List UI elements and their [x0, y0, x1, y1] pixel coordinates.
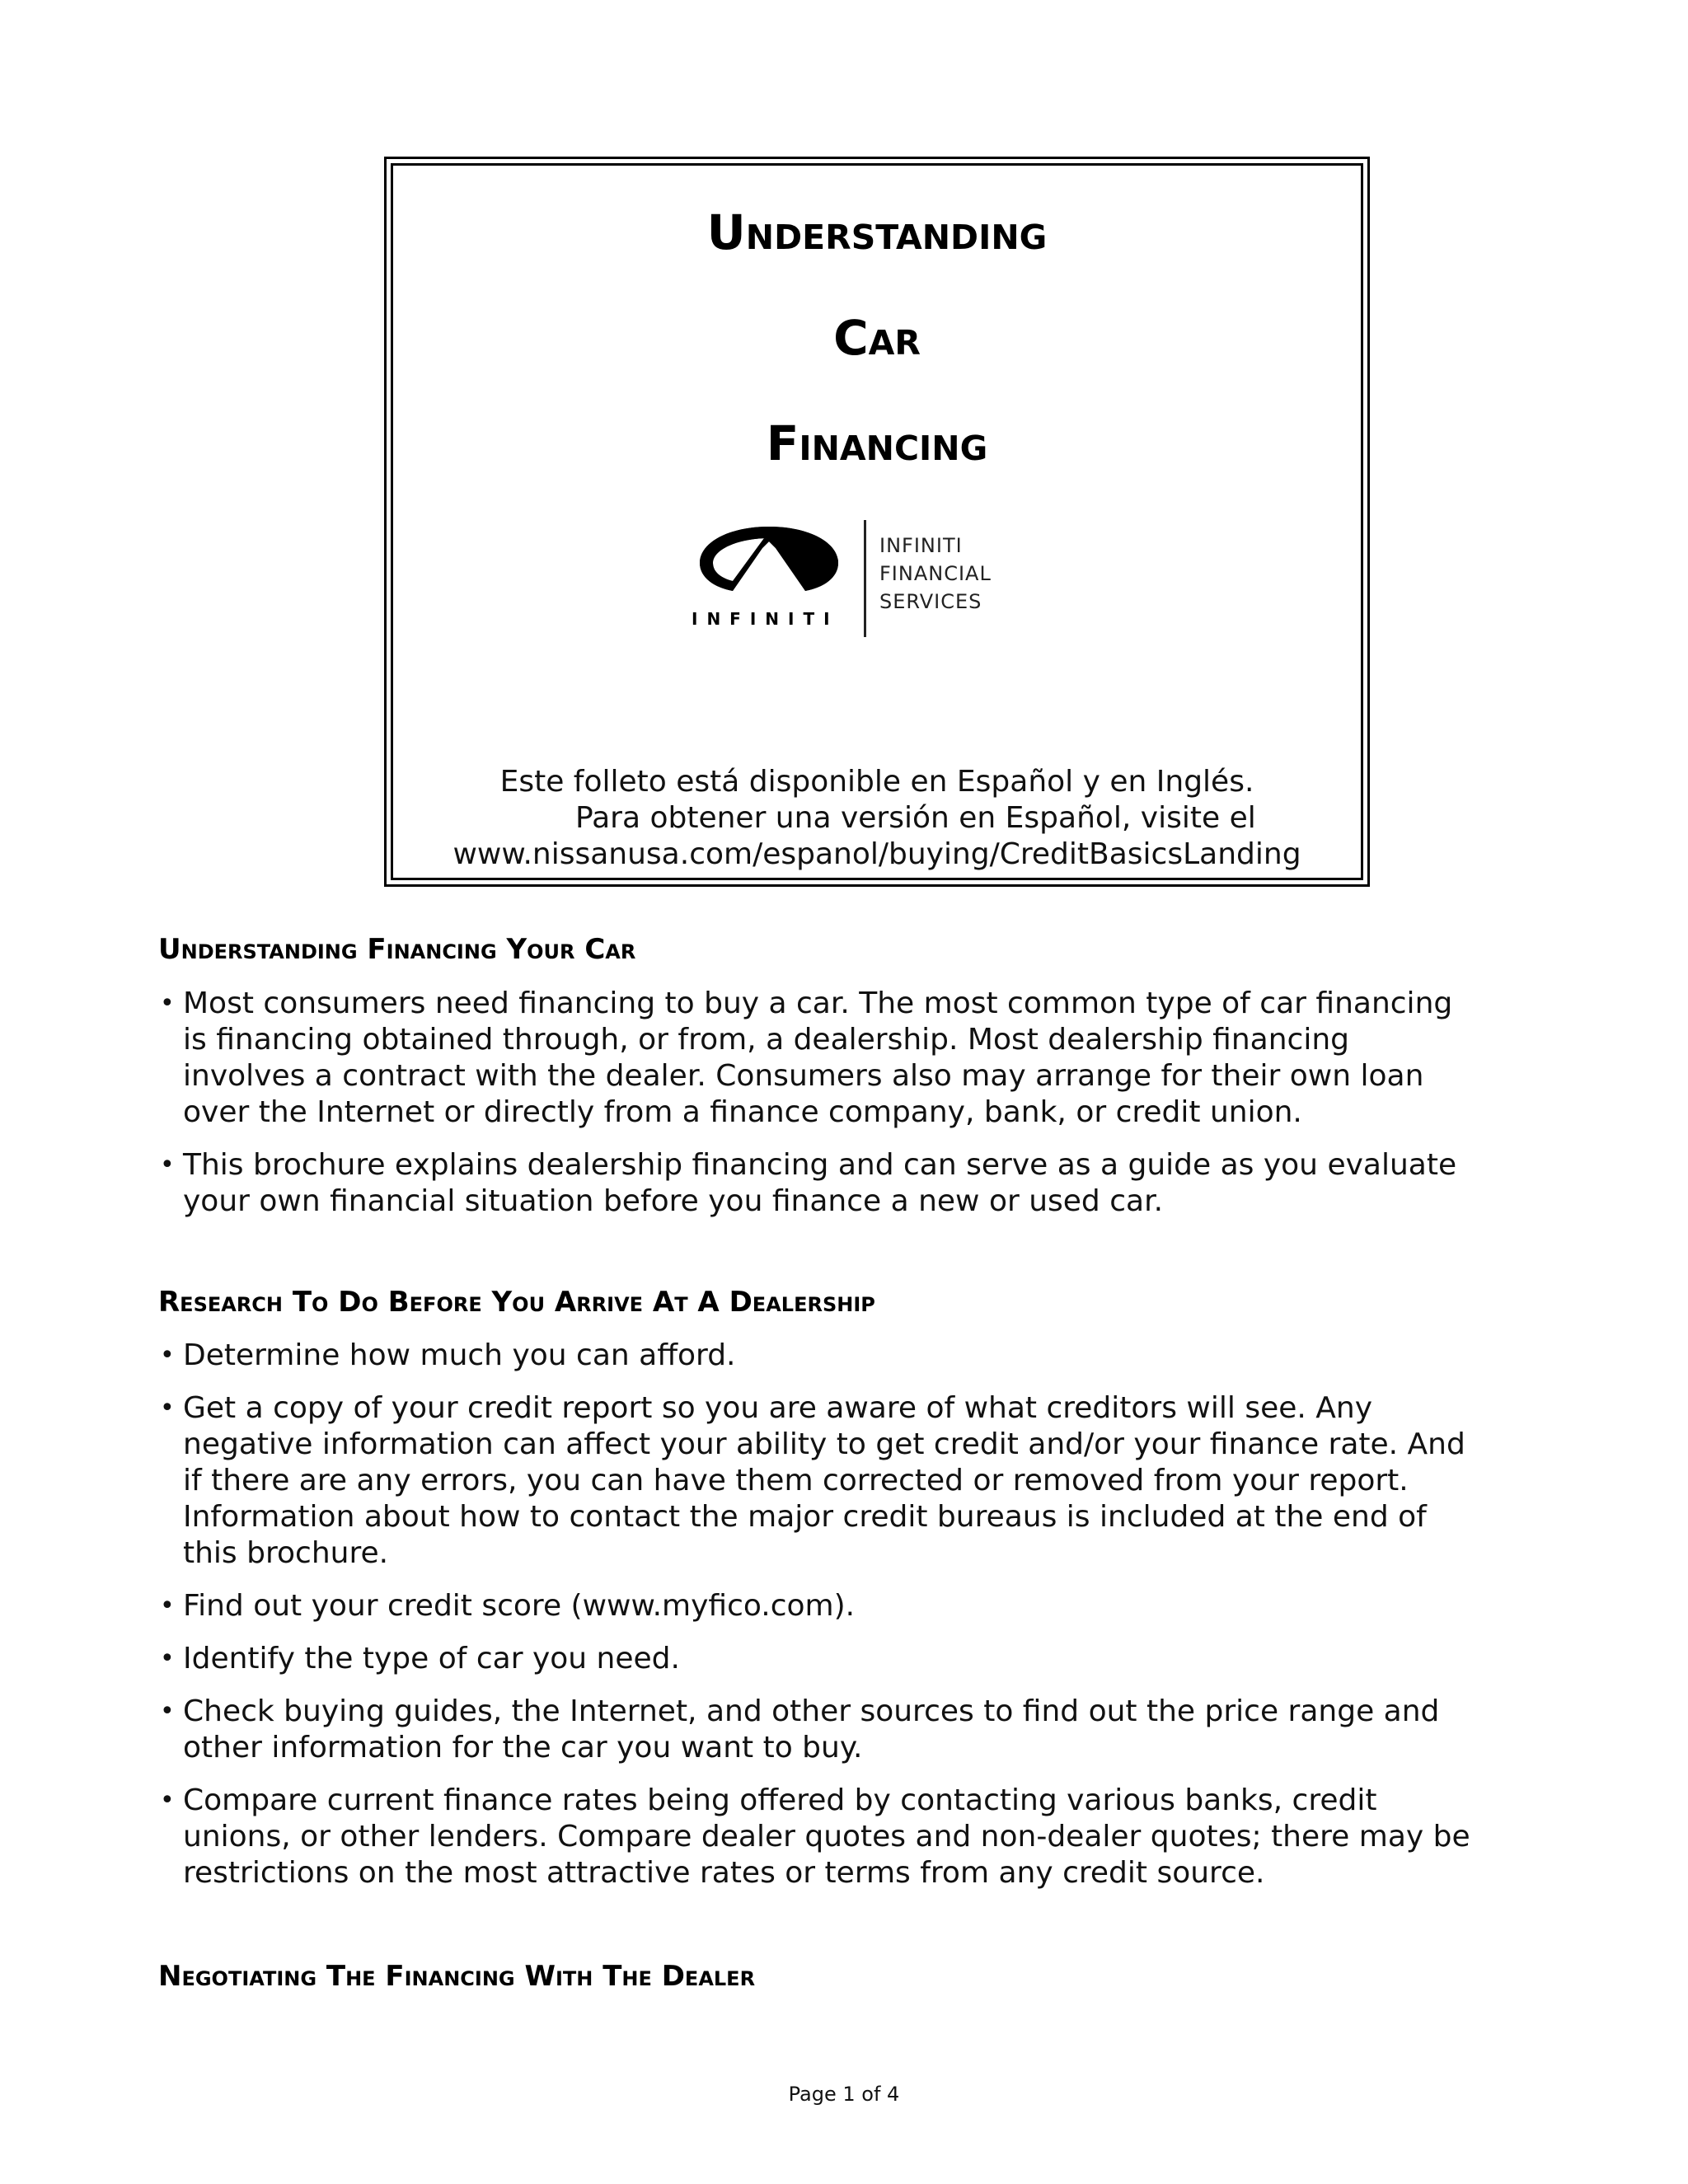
- services-line-1: INFINITI: [879, 534, 963, 557]
- list-item: • Identify the type of car you need.: [160, 1642, 680, 1675]
- bullet-list-research: [153, 1338, 1554, 1908]
- spanish-url: www.nissanusa.com/espanol/buying/CreditBasicsLanding: [452, 837, 1301, 871]
- logo-divider: [864, 520, 866, 637]
- bullet-icon: •: [160, 1591, 175, 1620]
- services-line-2: FINANCIAL: [879, 562, 992, 585]
- bullet-icon: •: [160, 1341, 175, 1370]
- page-number: Page 1 of 4: [788, 2083, 900, 2106]
- services-line-3: SERVICES: [879, 590, 982, 613]
- bullet-icon: •: [160, 1786, 175, 1815]
- financial-services-text: [879, 532, 992, 616]
- list-item: • Determine how much you can afford.: [160, 1338, 736, 1372]
- cover-title-line-3: Financing: [766, 415, 988, 471]
- list-item: • This brochure explains dealership financing and can serve as a guide as you evaluate your own financial situation before you finance a new or used car.: [160, 1148, 1457, 1218]
- cover-title-box-inner: [391, 163, 1363, 880]
- section-heading-research: Research To Do Before You Arrive At A Dealership: [158, 1286, 875, 1319]
- list-item: • Get a copy of your credit report so you are aware of what creditors will see. Any negative information can affect your ability to get credit and/or your finance rate. And if there are any errors, you can have them corrected or removed from your report. Information about how to contact the major credit bureaus is included at the end of this brochure.: [160, 1391, 1465, 1570]
- cover-title-line-2: Car: [833, 310, 921, 366]
- bullet-icon: •: [160, 1697, 175, 1726]
- list-item: • Compare current finance rates being offered by contacting various banks, credit unions, or other lenders. Compare dealer quotes and non-dealer quotes; there may be restrictions on the most attractive rates or terms from any credit source.: [160, 1783, 1470, 1890]
- list-item: • Check buying guides, the Internet, and other sources to find out the price range and other information for the car you want to buy.: [160, 1694, 1440, 1765]
- bullet-icon: •: [160, 1644, 175, 1673]
- spanish-line-2: Para obtener una versión en Español, visite el: [575, 801, 1256, 835]
- bullet-icon: •: [160, 1394, 175, 1422]
- bullet-icon: •: [160, 989, 175, 1018]
- infiniti-wordmark: INFINITI: [692, 609, 839, 629]
- cover-title-box: [384, 157, 1370, 887]
- infiniti-financial-services-logo: [692, 520, 1021, 644]
- spanish-availability-note: [393, 764, 1361, 873]
- bullet-list-understanding-financing: [153, 986, 1554, 1236]
- section-heading-negotiating: Negotiating The Financing With The Dealer: [158, 1960, 756, 1993]
- spanish-line-1: Este folleto está disponible en Español y en Inglés.: [499, 765, 1254, 799]
- list-item: • Most consumers need financing to buy a car. The most common type of car financing is financing obtained through, or from, a dealership. Most dealership financing involves a contract with the dealer. Consumers also may arrange for their own loan over the Internet or directly from a finance company, bank, or credit union.: [160, 987, 1453, 1129]
- cover-title-line-1: Understanding: [706, 204, 1048, 260]
- section-heading-understanding-financing: Understanding Financing Your Car: [158, 933, 636, 966]
- bullet-icon: •: [160, 1151, 175, 1179]
- list-item: • Find out your credit score (www.myfico.com).: [160, 1589, 856, 1623]
